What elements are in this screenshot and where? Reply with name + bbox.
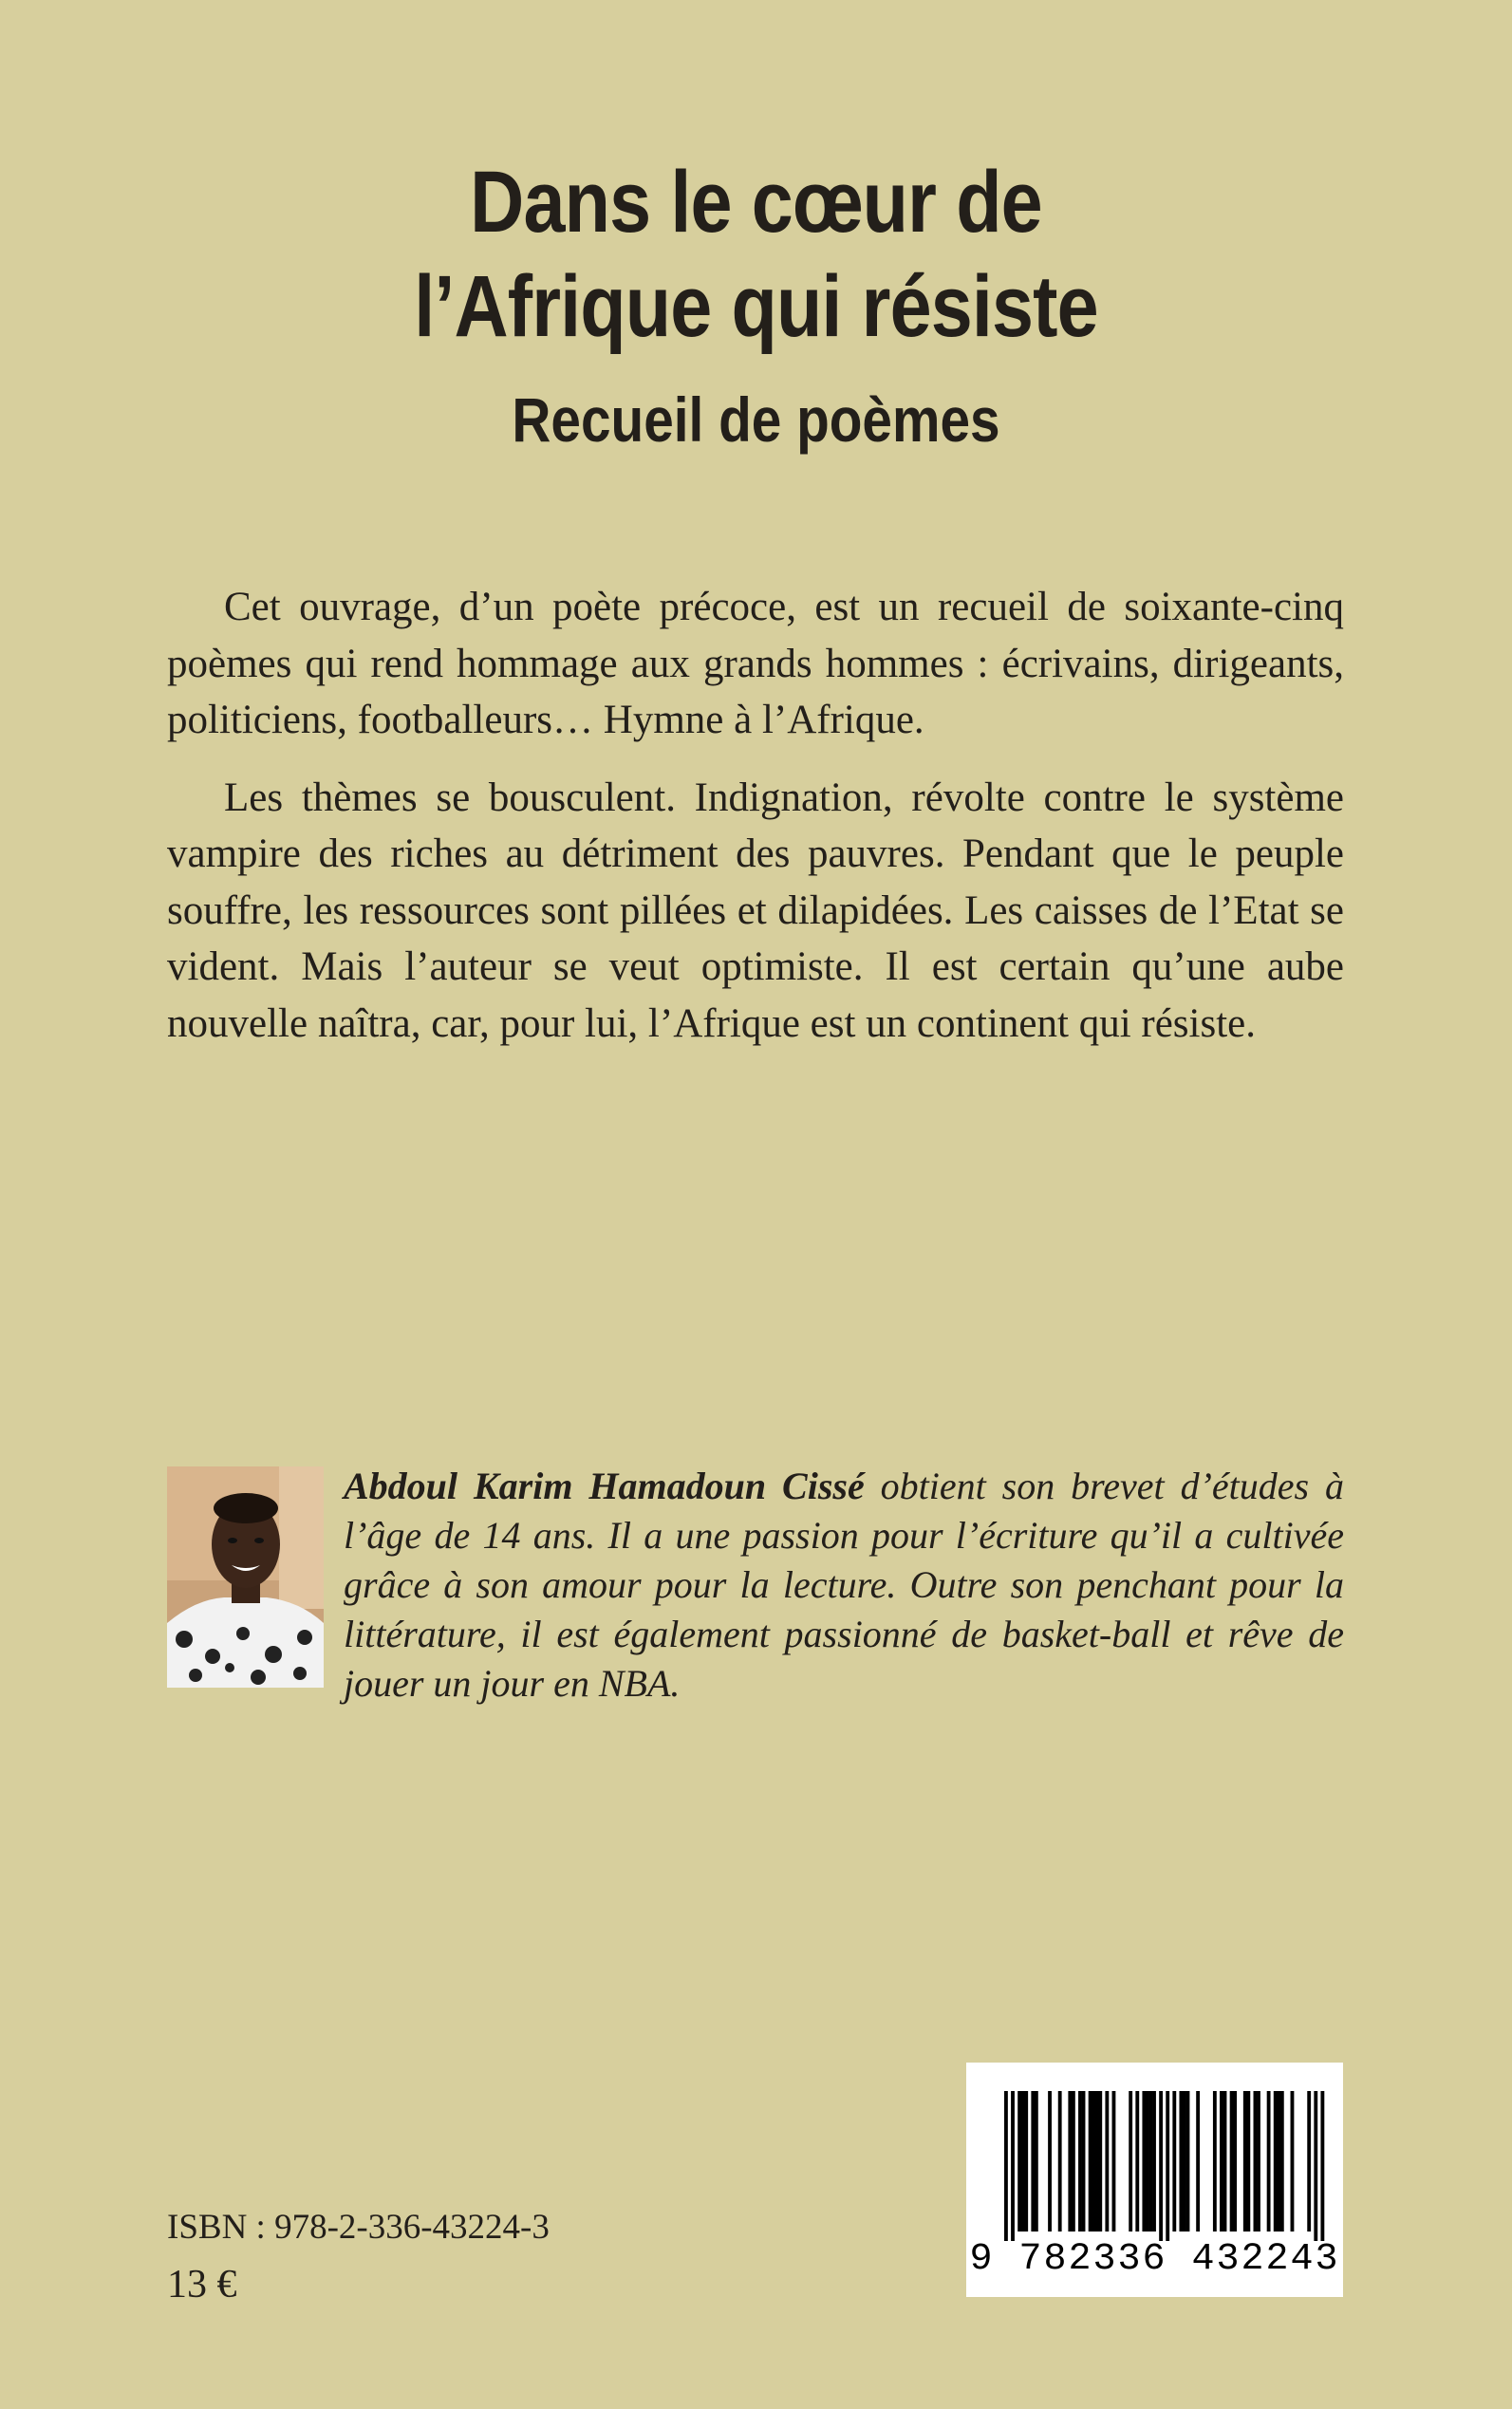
barcode-bar — [1146, 2091, 1149, 2232]
barcode-bar — [1058, 2091, 1062, 2232]
barcode-bar — [1213, 2091, 1217, 2232]
barcode-bar — [1092, 2091, 1095, 2232]
barcode-bar — [1246, 2091, 1250, 2232]
barcode-bar — [1112, 2091, 1116, 2232]
barcode-bar — [1095, 2091, 1099, 2232]
back-cover-summary — [167, 579, 1344, 1073]
barcode-bar — [1142, 2091, 1146, 2232]
barcode-bar — [1307, 2091, 1311, 2232]
book-title-line-2: l’Afrique qui résiste — [414, 258, 1098, 355]
barcode-guard-bar — [1166, 2091, 1169, 2241]
isbn: ISBN : 978-2-336-43224-3 — [167, 2208, 550, 2247]
barcode-bar — [1105, 2091, 1109, 2232]
barcode-bar — [1230, 2091, 1234, 2232]
summary-paragraph-2: Les thèmes se bousculent. Indignation, révolte contre le système vampire des riches au détriment des pauvres. Pendant que le peuple souffre, les ressources sont pillées et dilapidées. Les caisses de l’Etat se vident. Mais l’auteur se veut optimiste. Il est certain qu’une aube nouvelle naîtra, car, pour lui, l’Afrique est un continent qui résiste. — [167, 775, 1344, 1046]
barcode-bar — [1135, 2091, 1139, 2232]
barcode-bar — [1277, 2091, 1280, 2232]
barcode-bar — [1172, 2091, 1176, 2232]
barcode-bar — [1280, 2091, 1284, 2232]
barcode-bar — [1254, 2091, 1258, 2232]
barcode-bar — [1274, 2091, 1278, 2232]
barcode-guard-bar — [1314, 2091, 1317, 2241]
barcode-bar — [1078, 2091, 1082, 2232]
book-subtitle: Recueil de poèmes — [512, 384, 1000, 455]
barcode-bar — [1024, 2091, 1028, 2232]
barcode-bar — [1223, 2091, 1227, 2232]
barcode-bar — [1186, 2091, 1190, 2232]
barcode-guard-bar — [1159, 2091, 1163, 2241]
barcode-guard-bar — [1004, 2091, 1008, 2241]
author-name: Abdoul Karim Hamadoun Cissé — [344, 1465, 865, 1507]
price: 13 € — [167, 2263, 237, 2306]
barcode-bar — [1089, 2091, 1092, 2232]
barcode — [966, 2063, 1343, 2297]
barcode-bar — [1196, 2091, 1200, 2232]
book-title-line-1: Dans le cœur de — [470, 154, 1042, 251]
barcode-bar — [1220, 2091, 1223, 2232]
barcode-guard-bar — [1320, 2091, 1324, 2241]
barcode-bar — [1031, 2091, 1035, 2232]
barcode-bar — [1048, 2091, 1052, 2232]
barcode-icon — [966, 2063, 1343, 2243]
barcode-digits: 9 782336 432243 — [969, 2238, 1340, 2281]
barcode-bar — [1243, 2091, 1247, 2232]
barcode-bar — [1017, 2091, 1021, 2232]
barcode-bar — [1098, 2091, 1102, 2232]
barcode-bar — [1149, 2091, 1153, 2232]
barcode-bar — [1267, 2091, 1271, 2232]
barcode-bar — [1183, 2091, 1186, 2232]
author-biography — [344, 1462, 1344, 1709]
barcode-bar — [1072, 2091, 1075, 2232]
barcode-guard-bar — [1011, 2091, 1015, 2241]
author-photo — [167, 1466, 324, 1688]
barcode-bar — [1257, 2091, 1260, 2232]
barcode-bar — [1068, 2091, 1072, 2232]
barcode-bar — [1233, 2091, 1237, 2232]
barcode-bar — [1179, 2091, 1183, 2232]
barcode-bar — [1291, 2091, 1295, 2232]
barcode-bar — [1129, 2091, 1132, 2232]
barcode-bar — [1082, 2091, 1086, 2232]
barcode-bar — [1035, 2091, 1038, 2232]
barcode-bar — [1152, 2091, 1156, 2232]
barcode-bar — [1021, 2091, 1025, 2232]
author-biography-text: obtient son brevet d’études à l’âge de 14 ans. Il a une passion pour l’écriture qu’il a cultivée grâce à son amour pour la lecture. Outre son penchant pour la littérature, il est également passionné de basket-ball et rêve de jouer un jour en NBA. — [344, 1465, 1345, 1705]
summary-paragraph-1: Cet ouvrage, d’un poète précoce, est un recueil de soixante-cinq poèmes qui rend hommage aux grands hommes : écrivains, dirigeants, politiciens, footballeurs… Hymne à l’Afrique. — [167, 585, 1344, 742]
